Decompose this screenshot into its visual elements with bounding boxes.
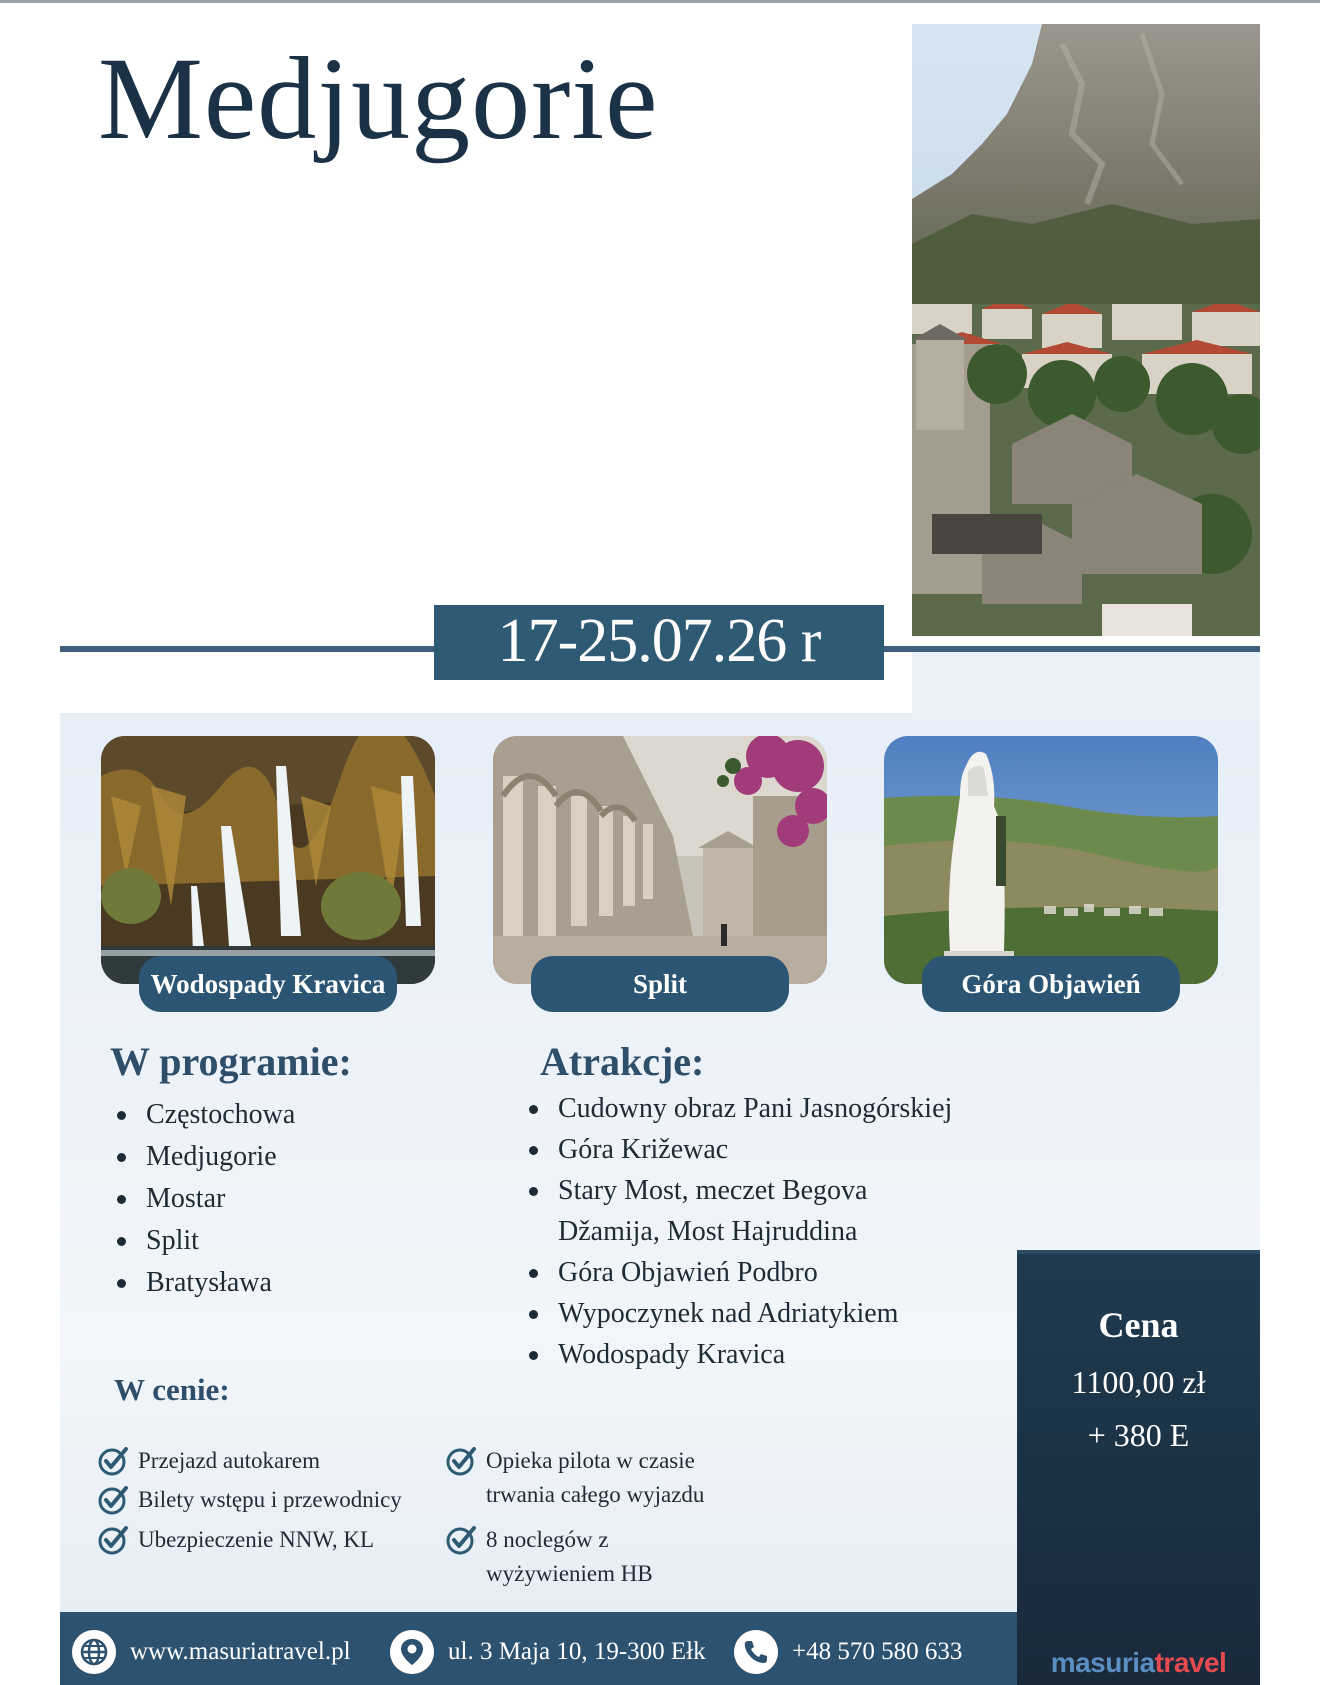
photo-split (493, 736, 827, 984)
included-item: Opieka pilota w czasie trwania całego wyjazdu (446, 1444, 704, 1512)
phone-icon (734, 1630, 778, 1674)
address-text: ul. 3 Maja 10, 19-300 Ełk (448, 1638, 706, 1665)
included-item: Przejazd autokarem (98, 1444, 320, 1478)
attraction-item: Stary Most, meczet Begova (524, 1170, 952, 1211)
location-pin-icon (390, 1630, 434, 1674)
program-item: Bratysława (112, 1262, 295, 1304)
check-icon (98, 1444, 130, 1476)
masuria-travel-logo: masuriatravel (1050, 1647, 1227, 1678)
attraction-item-continued: Džamija, Most Hajruddina (558, 1216, 858, 1247)
hero-image-mostar (912, 24, 1260, 636)
divider-line-right (884, 646, 1260, 652)
program-item: Mostar (112, 1178, 295, 1220)
card-label-split: Split (531, 956, 789, 1012)
footer-phone[interactable] (734, 1630, 962, 1674)
price-value-eur: + 380 E (1087, 1417, 1190, 1453)
price-value-pln: 1100,00 zł (1071, 1364, 1206, 1400)
attraction-item: Góra Objawień Podbro (524, 1252, 952, 1293)
check-icon (98, 1523, 130, 1555)
program-list (112, 1094, 295, 1304)
check-icon (446, 1523, 478, 1555)
attraction-item: Góra Križewac (524, 1129, 952, 1170)
program-heading: W programie: (110, 1039, 352, 1084)
included-item: 8 noclegów z wyżywieniem HB (446, 1523, 653, 1591)
program-item: Split (112, 1220, 295, 1262)
attraction-item: Wodospady Kravica (524, 1334, 952, 1375)
top-border (0, 0, 1320, 3)
phone-text: +48 570 580 633 (792, 1638, 963, 1665)
attractions-heading: Atrakcje: (540, 1039, 705, 1084)
program-item: Częstochowa (112, 1094, 295, 1136)
check-icon (98, 1483, 130, 1515)
trip-date: 17-25.07.26 r (434, 605, 884, 680)
footer-address (390, 1630, 706, 1674)
included-heading: W cenie: (114, 1372, 230, 1407)
globe-icon (72, 1630, 116, 1674)
photo-gora-objawien (884, 736, 1218, 984)
card-label-kravica: Wodospady Kravica (139, 956, 397, 1012)
attraction-item: Cudowny obraz Pani Jasnogórskiej (524, 1088, 952, 1129)
footer-website-link[interactable] (72, 1630, 351, 1674)
website-text: www.masuriatravel.pl (130, 1638, 351, 1665)
photo-waterfall-kravica (101, 736, 435, 984)
program-item: Medjugorie (112, 1136, 295, 1178)
page-title: Medjugorie (98, 33, 659, 164)
price-box (1017, 1250, 1260, 1685)
included-item: Bilety wstępu i przewodnicy (98, 1483, 402, 1517)
included-item: Ubezpieczenie NNW, KL (98, 1523, 374, 1557)
attractions-list (524, 1088, 952, 1375)
divider-line-left (60, 646, 440, 652)
price-label: Cena (1098, 1305, 1179, 1345)
card-label-gora-objawien: Góra Objawień (922, 956, 1180, 1012)
attraction-item: Wypoczynek nad Adriatykiem (524, 1293, 952, 1334)
content-panel-corner (912, 650, 1260, 720)
check-icon (446, 1444, 478, 1476)
